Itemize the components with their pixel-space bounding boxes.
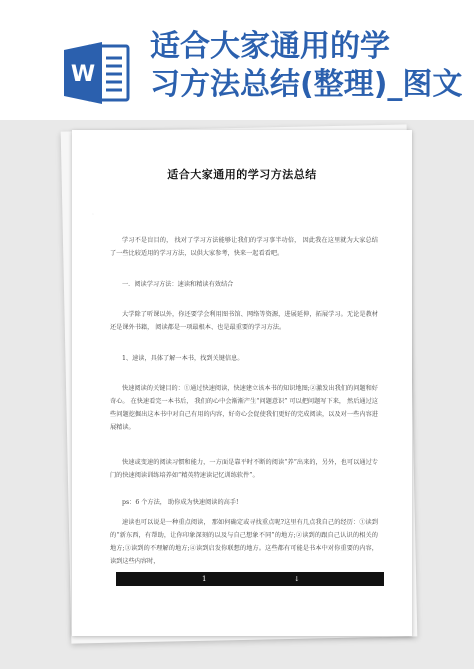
header-banner xyxy=(0,0,474,120)
paragraph-speed-reading: 1、速读，具体了解一本书，找到关键信息。 xyxy=(122,355,244,362)
page-number-mark: ↓ xyxy=(294,575,300,583)
paragraph-key-goals: 快速阅读的关键目的：①通过快速阅读，快速建立该本书的知识地图;②激发出我们的问题和好奇心。 在快速看完一本书后， 我们的心中会渐渐产生“问题意识” 可以把问题写下来， 然后通过这些问题挖掘出这本书中对自己有用的内容，好奇心会促使我们更好的完成阅读，以及对一些内容进展精读。 xyxy=(110,385,378,431)
watermark: · xyxy=(89,209,98,221)
word-icon xyxy=(62,40,132,106)
page-title xyxy=(150,28,474,104)
section-heading: 一．阅读学习方法：速读和精读有效结合 xyxy=(122,281,234,288)
page-footer-bar xyxy=(116,572,384,586)
paragraph-library: 大学除了听课以外，你还要学会利用图书馆、网络等资源，进展延伸，拓展学习。无论是教材还是课外书籍， 阅读都是一项最根本、也是最重要的学习方法。 xyxy=(110,311,378,331)
paragraph-focus: 速读也可以说是一种重点阅读， 那如何确定或寻找重点呢?这里有几点我自己的经历：①读到的“新东西，有帮助，让你印象深刻的以及与自己想象不同”的地方;②读到的跟自己认识的相关的地方;③读到的不理解的地方;④读到启发你联想的地方。这些都有可能是书本中对你重要的内容，读到这些内容时， xyxy=(110,519,378,565)
page-title-line-2: 习方法总结(整理)_图文 xyxy=(150,67,463,102)
paragraph-habit: 快速或变速的阅读习惯和能力，一方面是靠平时不断的阅读“养”出来的，另外，也可以通过专门的快速阅读训练培养如“精英特速读记忆训练软件”。 xyxy=(110,459,378,479)
paragraph-ps: ps：6 个方法， 助你成为快速阅读的高手! xyxy=(122,499,239,506)
paragraph-intro: 学习不是盲目的， 找对了学习方法能够让我们的学习事半功倍， 因此我在这里就为大家总结了一些比较适用的学习方法，以供大家参考，快来一起看看吧。 xyxy=(110,237,378,257)
page-number: 1 xyxy=(202,575,207,583)
page-title-line-1: 适合大家通用的学 xyxy=(150,29,390,64)
word-icon-letter: W xyxy=(70,62,96,87)
document-page xyxy=(72,130,412,636)
document-title: 适合大家通用的学习方法总结 xyxy=(167,168,317,181)
